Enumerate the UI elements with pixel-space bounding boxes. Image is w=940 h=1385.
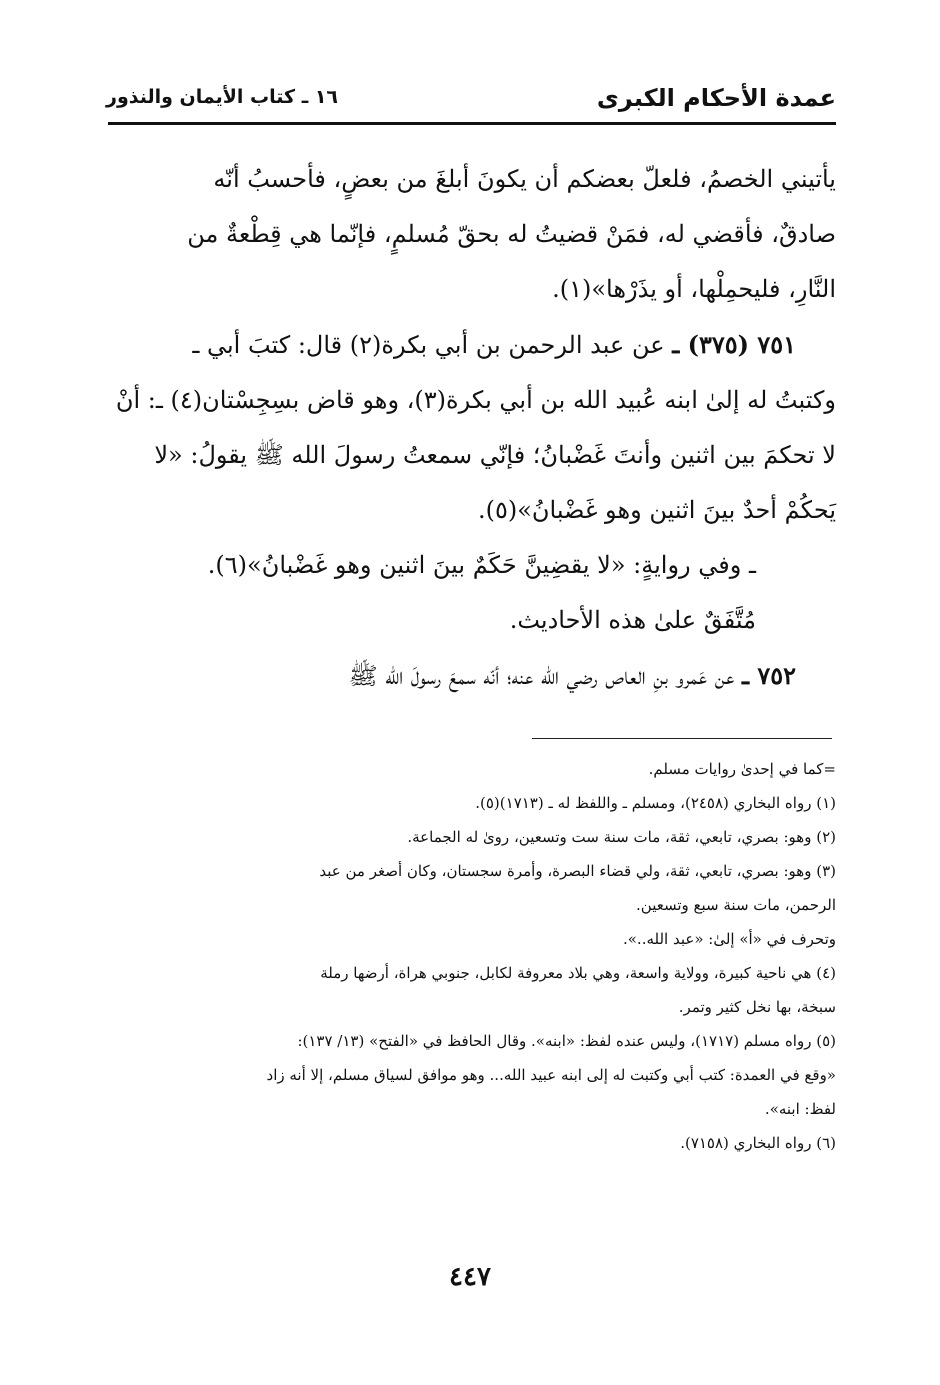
footnote-line: (١) رواه البخاري (٢٤٥٨)، ومسلم ـ واللفظ له ـ (١٧١٣)(٥). xyxy=(475,794,836,812)
hadith-number: ٧٥٢ ـ xyxy=(741,661,796,690)
hadith-752-line xyxy=(108,648,836,704)
text-line: يأتيني الخصمُ، فلعلّ بعضكم أن يكونَ أبلغَ من بعضٍ، فأحسبُ أنّه xyxy=(213,165,836,193)
text-line: النَّارِ، فليحمِلْها، أو يذَرْها»(١). xyxy=(552,275,836,303)
footnote-line: «وقع في العمدة: كتب أبي وكتبت له إلى ابنه عبيد الله... وهو موافق لسياق مسلم، إلا أنه زاد xyxy=(266,1066,836,1084)
hadith-number: ٧٥١ (٣٧٥) ـ xyxy=(672,330,796,359)
footnote-line: سبخة، بها نخل كثير وتمر. xyxy=(678,998,836,1016)
footnote-line: =كما في إحدىٰ روايات مسلم. xyxy=(648,760,836,778)
footnote-line: (٥) رواه مسلم (١٧١٧)، وليس عنده لفظ: «ابنه». وقال الحافظ في «الفتح» (١٣/ ١٣٧): xyxy=(297,1032,836,1050)
running-header xyxy=(106,82,836,120)
hadith-751-first-line xyxy=(108,317,836,373)
footnote-line: (٦) رواه البخاري (٧١٥٨). xyxy=(680,1134,836,1152)
header-divider xyxy=(108,122,836,125)
page-number: ٤٤٧ xyxy=(449,1262,491,1292)
main-text xyxy=(108,152,836,704)
hadith-text: عن عَمرو بنِ العاص رضي الله عنه؛ أنّه سمعَ رسولَ الله ﷺ xyxy=(348,662,735,690)
footnote-line: الرحمن، مات سنة سبع وتسعين. xyxy=(636,896,836,914)
footnotes xyxy=(108,752,836,1160)
footnote-line: (٤) هي ناحية كبيرة، وولاية واسعة، وهي بلاد معروفة لكابل، جنوبي هراة، أرضها رملة xyxy=(320,964,836,982)
footnote-divider xyxy=(532,738,832,739)
text-line: يَحكُمْ أحدٌ بينَ اثنين وهو غَضْبانُ»(٥). xyxy=(477,496,836,524)
footnote-line: وتحرف في «أ» إلىٰ: «عبد الله..». xyxy=(622,930,836,948)
chapter-title: ١٦ ـ كتاب الأيمان والنذور xyxy=(106,86,339,108)
footnote-line: لفظ: ابنه». xyxy=(764,1100,836,1118)
text-line: وكتبتُ له إلىٰ ابنه عُبيد الله بن أبي بكرة(٣)، وهو قاض بسِجِسْتان(٤) ـ: أنْ xyxy=(115,386,836,414)
text-line: لا تحكمَ بين اثنين وأنتَ غَضْبانُ؛ فإنّي سمعتُ رسولَ الله ﷺ يقولُ: «لا xyxy=(154,441,836,469)
riwaya-line: ـ وفي روايةٍ: «لا يقضِينَّ حَكَمٌ بينَ اثنين وهو غَضْبانُ»(٦). xyxy=(207,551,756,579)
book-title: عمدة الأحكام الكبرى xyxy=(596,84,836,112)
text-line: صادقٌ، فأقضي له، فمَنْ قضيتُ له بحقّ مُسلمٍ، فإنّما هي قِطْعةٌ من xyxy=(187,220,836,248)
hadith-text: عن عبد الرحمن بن أبي بكرة(٢) قال: كتبَ أبي ـ xyxy=(192,331,665,359)
footnote-line: (٣) وهو: بصري، تابعي، ثقة، ولي قضاء البصرة، وأمرة سجستان، وكان أصغر من عبد xyxy=(319,862,836,880)
footnote-line: (٢) وهو: بصري، تابعي، ثقة، مات سنة ست وتسعين، روىٰ له الجماعة. xyxy=(407,828,836,846)
muttafaq-line: مُتَّفَقٌ علىٰ هذه الأحاديث. xyxy=(509,606,756,634)
